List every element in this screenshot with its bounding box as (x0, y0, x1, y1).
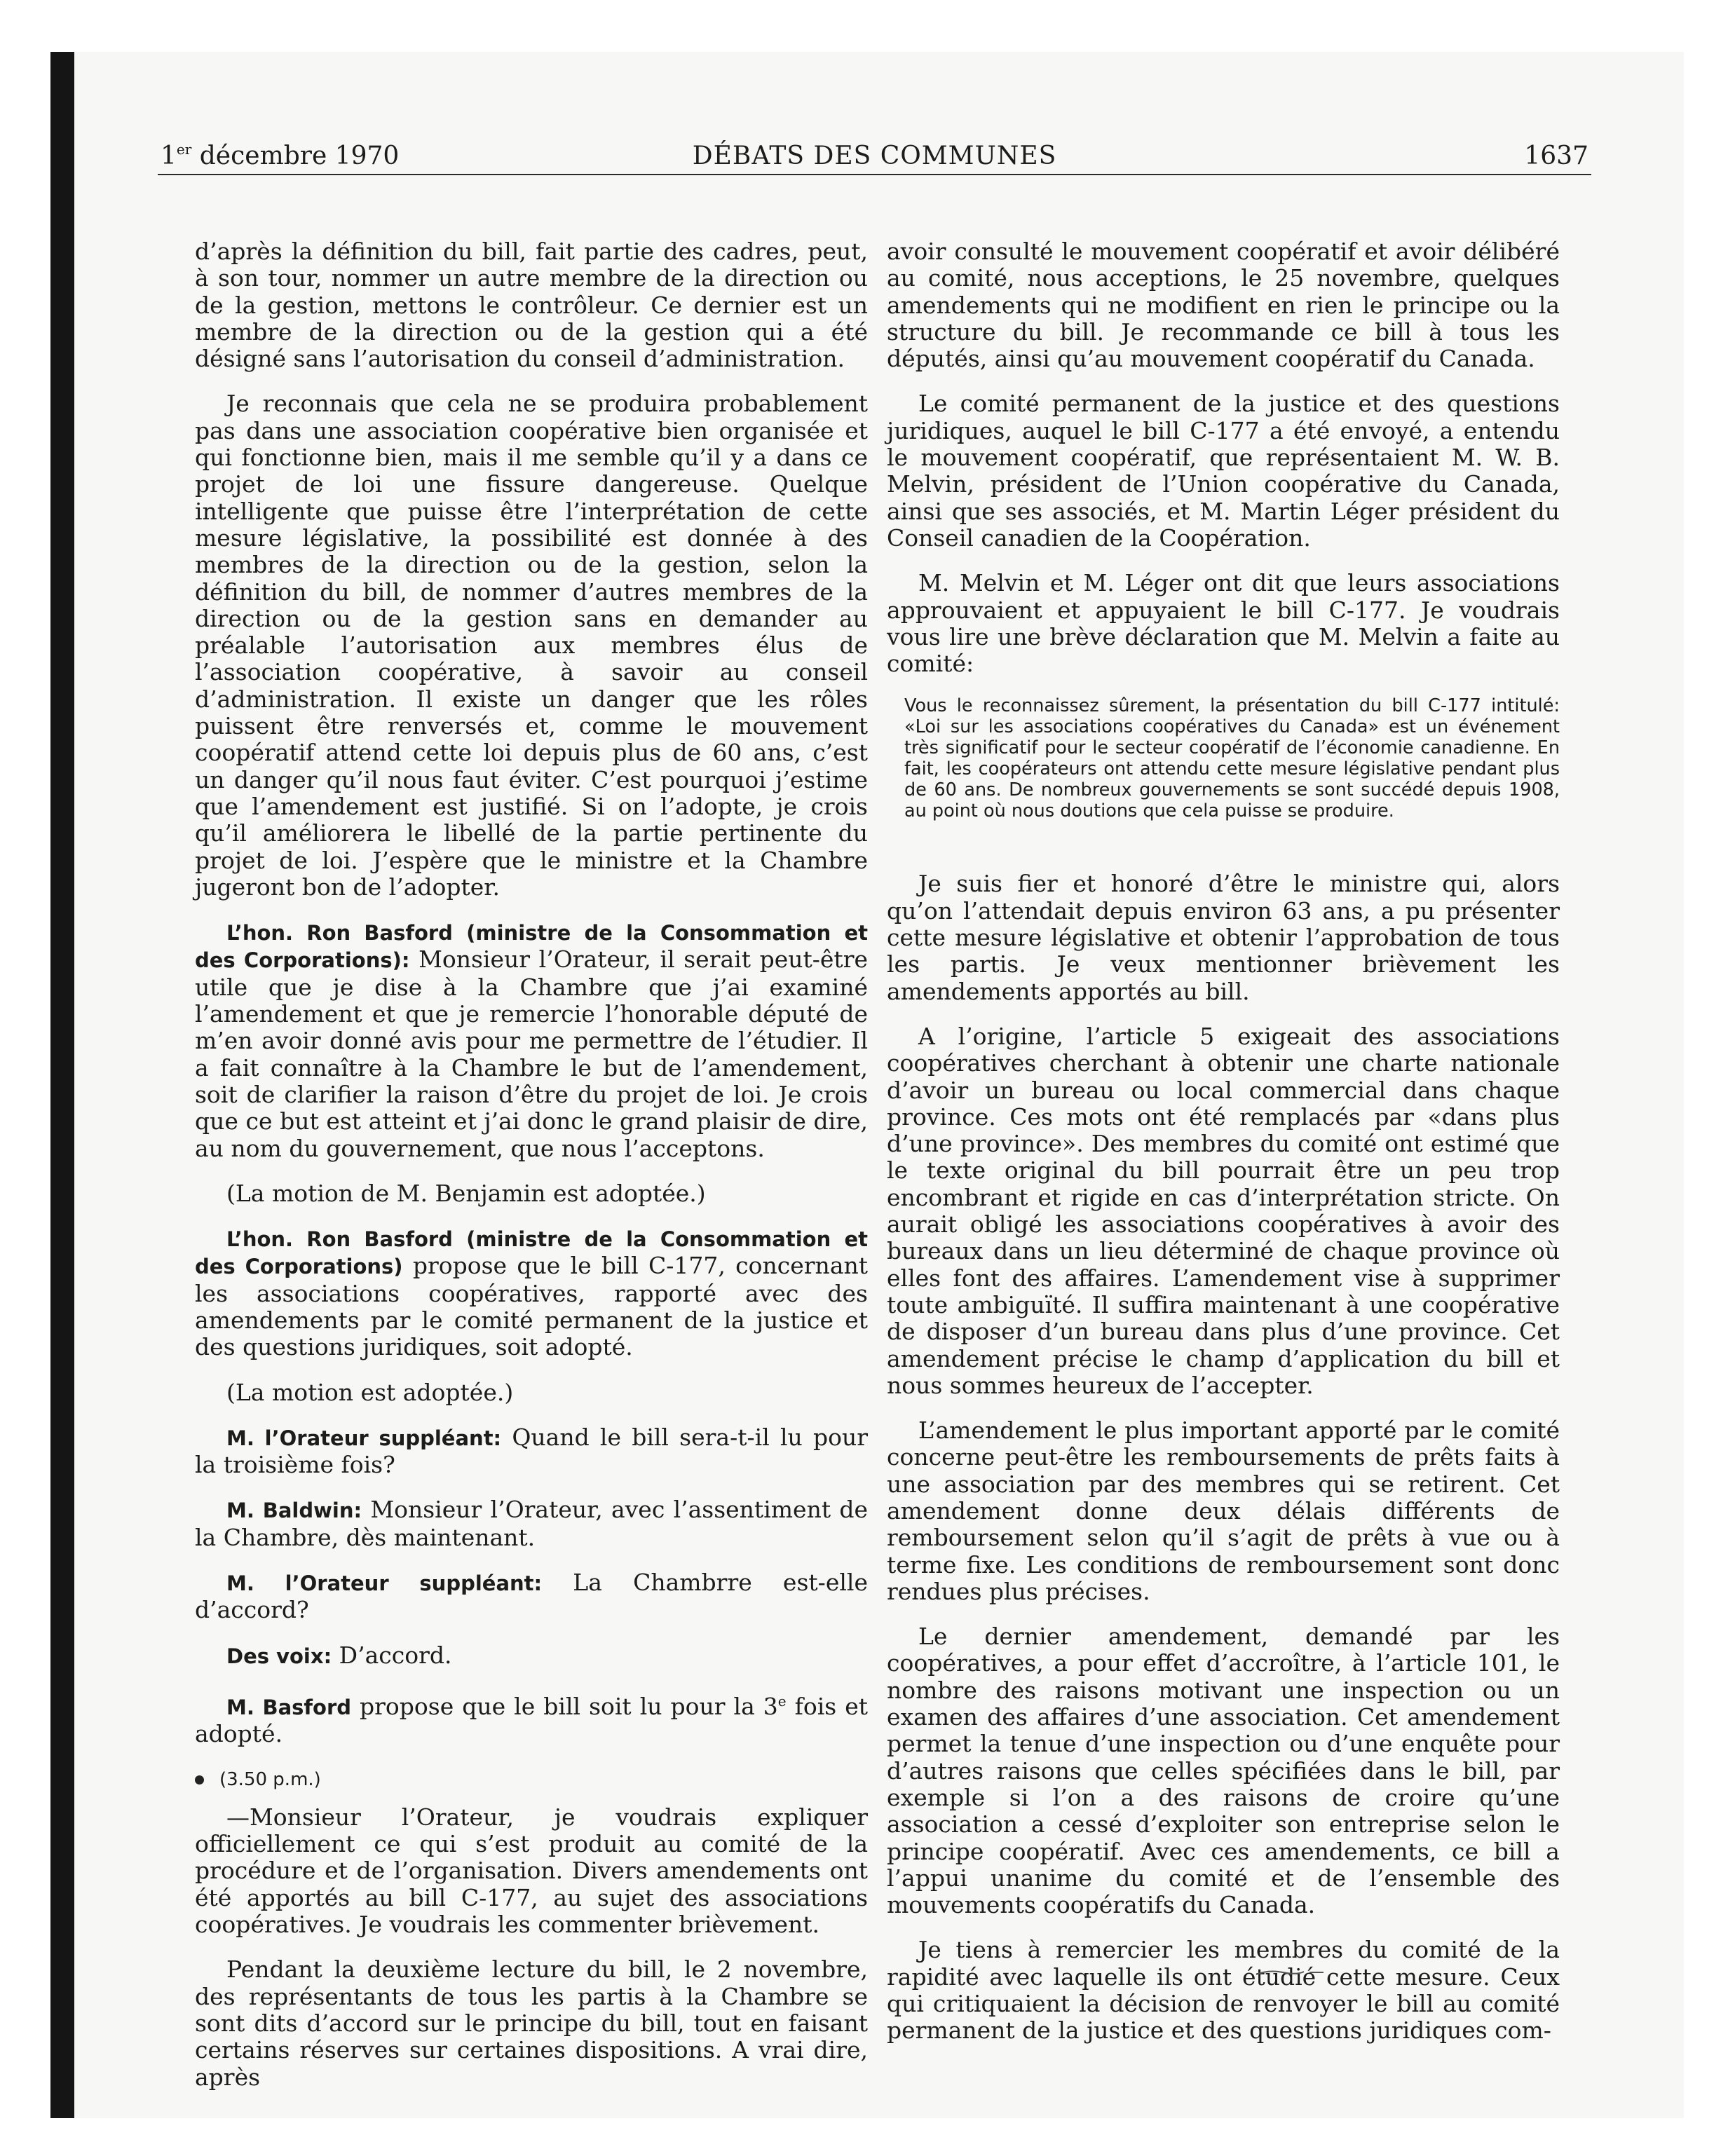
speech-paragraph: M. Baldwin: Monsieur l’Orateur, avec l’assentiment de la Chambre, dès maintenant. (195, 1496, 868, 1551)
paragraph: avoir consulté le mouvement coopératif et avoir délibéré au comité, nous acceptions, le 25 novembre, quelques amendements qui ne modifient en rien le principe ou la structure du bill. Je recommande ce bill à tous les députés, ainsi qu’au mouvement coopératif du Canada. (887, 238, 1560, 373)
speaker-name: L’hon. Ron Basford (ministre de la Consommation et des Corporations): (195, 921, 868, 973)
procedural-note: (La motion est adoptée.) (226, 1378, 514, 1406)
paragraph: Je tiens à remercier les membres du comité de la rapidité avec laquelle ils ont étudié cette mesure. Ceux qui critiquaient la décision de renvoyer le bill au comité permanent de la justice et des questions juridiques com- (887, 1936, 1560, 2045)
speech-paragraph: Des voix: D’accord. (226, 1641, 452, 1669)
bullet-icon (195, 1775, 204, 1785)
paragraph: Je suis fier et honoré d’être le ministre qui, alors qu’on l’attendait depuis environ 63 ans, a pu présenter cette mesure législative et obtenir l’approbation de tous les partis. Je veux mentionner brièvement les amendements apportés au bill. (887, 870, 1560, 1005)
speaker-name: Des voix: (226, 1644, 332, 1668)
paragraph: A l’origine, l’article 5 exigeait des associations coopératives cherchant à obtenir une charte nationale d’avoir un bureau ou local commercial dans chaque province. Ces mots ont été remplacés par «dans plus d’une province». Des membres du comité ont estimé que le texte original du bill pourrait être un peu trop encombrant et rigide en cas d’interprétation stricte. On aurait obligé les associations coopératives à avoir des bureaux dans un lieu déterminé de chaque province où elles font des affaires. L’amendement vise à supprimer toute ambiguïté. Il suffira maintenant à une coopérative de disposer d’un bureau dans plus d’une province. Cet amendement précise le champ d’application du bill et nous sommes heureux de l’accepter. (887, 1022, 1560, 1399)
paragraph: —Monsieur l’Orateur, je voudrais expliquer officiellement ce qui s’est produit au comité de la procédure et de l’organisation. Divers amendements ont été apportés au bill C-177, au sujet des associations coopératives. Je voudrais les commenter brièvement. (195, 1803, 868, 1939)
paragraph: L’amendement le plus important apporté par le comité concerne peut-être les remboursements de prêts faits à une association par des membres qui se retirent. Cet amendement donne deux délais différents de remboursement selon qu’il s’agit de prêts à vue ou à terme fixe. Les conditions de remboursement sont donc rendues plus précises. (887, 1417, 1560, 1605)
header-date: 1er décembre 1970 (161, 141, 400, 170)
speech-paragraph: L’hon. Ron Basford (ministre de la Consommation et des Corporations): Monsieur l’Orateur, il serait peut-être utile que je dise à la Chambre que j’ai examiné l’amendement et que je remercie l’honorable député de m’en avoir donné avis pour me permettre de l’étudier. Il a fait connaître à la Chambre le but de l’amendement, soit de clarifier la raison d’être du projet de loi. Je crois que ce but est atteint et j’ai donc le grand plaisir de dire, au nom du gouvernement, que nous l’acceptons. (195, 921, 868, 1162)
header-page-number: 1637 (1524, 142, 1588, 170)
paragraph: Le dernier amendement, demandé par les coopératives, a pour effet d’accroître, à l’article 101, le nombre des raisons motivant une inspection ou un examen des affaires d’une association. Cet amendement permet la tenue d’une inspection ou d’une enquête pour d’autres raisons que celles spécifiées dans le bill, par exemple si l’on a des raisons de croire qu’une association a cessé d’exploiter son entreprise selon le principe coopératif. Avec ces amendements, ce bill a l’appui unanime du comité et de l’ensemble des mouvements coopératifs du Canada. (887, 1623, 1560, 1919)
speaker-name: M. Baldwin: (226, 1499, 362, 1523)
right-column (887, 238, 1560, 2063)
speech-paragraph: M. l’Orateur suppléant: Quand le bill sera-t-il lu pour la troisième fois? (195, 1423, 868, 1479)
time-stamp: (3.50 p.m.) (195, 1766, 868, 1793)
speaker-name: M. l’Orateur suppléant: (226, 1571, 543, 1596)
header-journal-title: DÉBATS DES COMMUNES (692, 142, 1057, 170)
paragraph: M. Melvin et M. Léger ont dit que leurs associations approuvaient et appuyaient le bill C-177. Je voudrais vous lire une brève déclaration que M. Melvin a faite au comité: (887, 569, 1560, 678)
paragraph: Je reconnais que cela ne se produira probablement pas dans une association coopérative bien organisée et qui fonctionne bien, mais il me semble qu’il y a dans ce projet de loi une fissure dangereuse. Quelque intelligente que puisse être l’interprétation de cette mesure législative, la possibilité est donnée à des membres de la direction ou de la gestion, selon la définition du bill, de nommer d’autres membres de la direction ou de la gestion sans en demander au préalable l’autorisation aux membres élus de l’association coopérative, à savoir au conseil d’administration. Il existe un danger que les rôles puissent être renversés et, comme le mouvement coopératif attend cette loi depuis plus de 60 ans, c’est un danger qu’il nous faut éviter. C’est pourquoi j’estime que l’amendement est justifié. Si on l’adopte, je crois qu’il améliorera le libellé de la partie pertinente du projet de loi. J’espère que le ministre et la Chambre jugeront bon de l’adopter. (195, 390, 868, 901)
scan-binding-edge (50, 52, 74, 2118)
paragraph: Pendant la deuxième lecture du bill, le 2 novembre, des représentants de tous les partis à la Chambre se sont dits d’accord sur le principe du bill, tout en faisant certains réserves sur certaines dispositions. A vrai dire, après (195, 1956, 868, 2091)
speaker-name: M. l’Orateur suppléant: (226, 1426, 502, 1450)
speech-paragraph: L’hon. Ron Basford (ministre de la Consommation et des Corporations) propose que le bill C-177, concernant les associations coopératives, rapporté avec des amendements par le comité permanent de la justice et des questions juridiques, soit adopté. (195, 1227, 869, 1361)
speech-paragraph: M. l’Orateur suppléant: La Chambrre est-elle d’accord? (195, 1569, 868, 1624)
scan-smudge-mark (1255, 1968, 1325, 1977)
speaker-name: M. Basford (226, 1695, 352, 1719)
page-header (158, 139, 1591, 175)
speaker-name: L’hon. Ron Basford (ministre de la Consommation et des Corporations) (195, 1227, 868, 1279)
paragraph: Le comité permanent de la justice et des questions juridiques, auquel le bill C-177 a été envoyé, a entendu le mouvement coopératif, que représentaient M. W. B. Melvin, président de l’Union coopérative du Canada, ainsi que ses associés, et M. Martin Léger président du Conseil canadien de la Coopération. (887, 390, 1560, 552)
speech-paragraph: M. Basford propose que le bill soit lu pour la 3e fois et adopté. (195, 1692, 868, 1748)
left-column (195, 238, 868, 2109)
paragraph: d’après la définition du bill, fait partie des cadres, peut, à son tour, nommer un autre membre de la direction ou de la gestion, mettons le contrôleur. Ce dernier est un membre de la direction ou de la gestion qui a été désigné sans l’autorisation du conseil d’administration. (195, 238, 868, 373)
procedural-note: (La motion de M. Benjamin est adoptée.) (226, 1179, 706, 1207)
block-quote: Vous le reconnaissez sûrement, la présentation du bill C-177 intitulé: «Loi sur les associations coopératives du Canada» est un événement très significatif pour le secteur coopératif de l’économie canadienne. En fait, les coopérateurs ont attendu cette mesure législative pendant plus de 60 ans. De nombreux gouvernements se sont succédé depuis 1908, au point où nous doutions que cela puisse se produire. (904, 695, 1560, 822)
